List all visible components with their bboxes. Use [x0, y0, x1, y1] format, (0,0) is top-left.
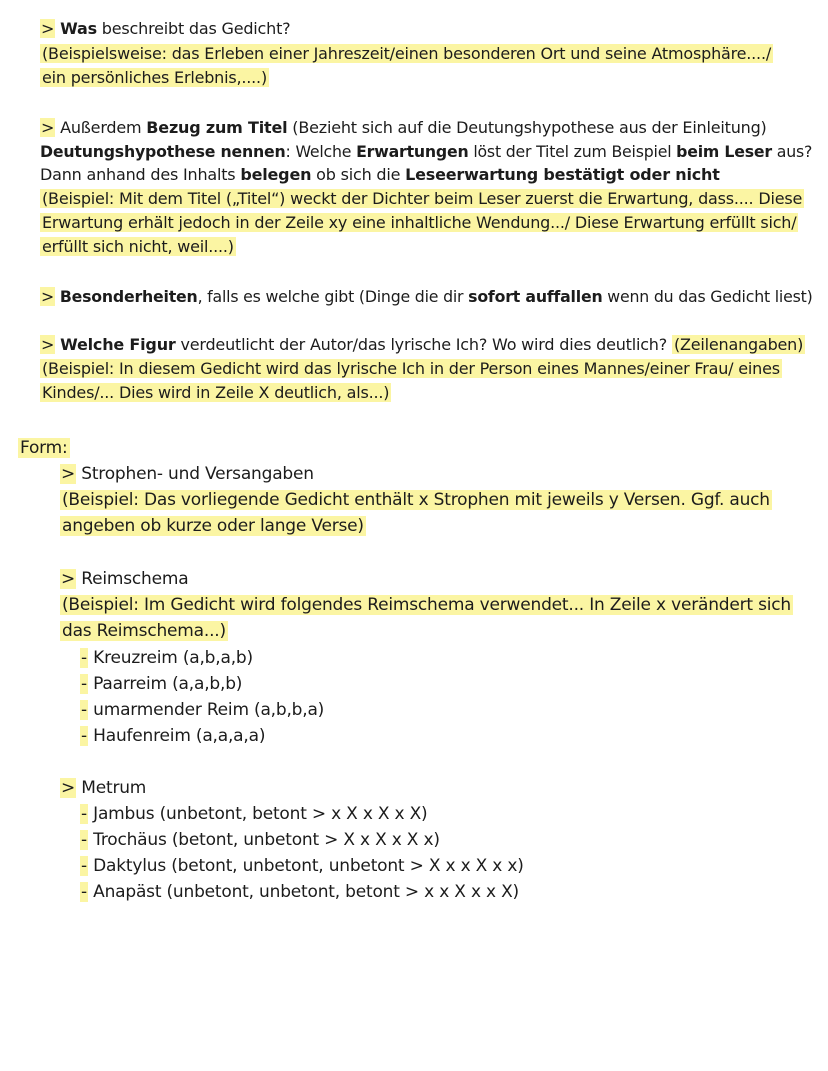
- strophen-example-line-1: (Beispiel: Das vorliegende Gedicht enthält x Strophen mit jeweils y Versen. Ggf. auch: [62, 490, 770, 510]
- reim-item: - Haufenreim (a,a,a,a): [81, 726, 266, 746]
- titel-intro: > Außerdem Bezug zum Titel (Bezieht sich auf die Deutungshypothese aus der Einleitung): [41, 118, 767, 137]
- metrum-heading: > Metrum: [61, 778, 147, 798]
- belegen-line: Dann anhand des Inhalts belegen ob sich die Leseerwartung bestätigt oder nicht: [40, 165, 720, 184]
- reim-item: - Paarreim (a,a,b,b): [81, 674, 243, 694]
- reimschema-example-line-2: das Reimschema...): [62, 621, 226, 641]
- strophen-heading: > Strophen- und Versangaben: [61, 464, 314, 484]
- titel-example-line-3: erfüllt sich nicht, weil....): [42, 237, 234, 256]
- strophen-example-line-2: angeben ob kurze oder lange Verse): [62, 516, 364, 536]
- form-heading: Form:: [20, 438, 68, 458]
- reim-item: - Kreuzreim (a,b,a,b): [81, 648, 253, 668]
- figur-example-line-1: (Beispiel: In diesem Gedicht wird das lyrische Ich in der Person eines Mannes/einer Frau/ eines: [42, 359, 780, 378]
- metrum-item: - Daktylus (betont, unbetont, unbetont > X x x X x x): [81, 856, 524, 876]
- figur-line: > Welche Figur verdeutlicht der Autor/das lyrische Ich? Wo wird dies deutlich? (Zeilenangaben): [41, 335, 804, 354]
- titel-example-line-2: Erwartung erhält jedoch in der Zeile xy eine inhaltliche Wendung.../ Diese Erwartung erfüllt sich/: [42, 213, 797, 232]
- reimschema-example-line-1: (Beispiel: Im Gedicht wird folgendes Reimschema verwendet... In Zeile x verändert sich: [62, 595, 791, 615]
- titel-example-line-1: (Beispiel: Mit dem Titel („Titel“) weckt der Dichter beim Leser zuerst die Erwartung, dass.... Diese: [42, 189, 803, 208]
- metrum-item: - Trochäus (betont, unbetont > X x X x X x): [81, 830, 440, 850]
- figur-example-line-2: Kindes/... Dies wird in Zeile X deutlich, als...): [42, 383, 390, 402]
- was-question: > Was beschreibt das Gedicht?: [41, 19, 291, 38]
- reimschema-heading: > Reimschema: [61, 569, 189, 589]
- metrum-item: - Jambus (unbetont, betont > x X x X x X): [81, 804, 428, 824]
- deutungshypothese-line: Deutungshypothese nennen: Welche Erwartungen löst der Titel zum Beispiel beim Leser aus?: [40, 142, 813, 161]
- besonderheiten-line: > Besonderheiten, falls es welche gibt (Dinge die dir sofort auffallen wenn du das Gedicht liest): [41, 287, 813, 306]
- reim-item: - umarmender Reim (a,b,b,a): [81, 700, 325, 720]
- metrum-item: - Anapäst (unbetont, unbetont, betont > x x X x x X): [81, 882, 519, 902]
- was-example-line-1: (Beispielsweise: das Erleben einer Jahreszeit/einen besonderen Ort und seine Atmosphäre..../: [42, 44, 772, 63]
- was-example-line-2: ein persönliches Erlebnis,....): [42, 68, 267, 87]
